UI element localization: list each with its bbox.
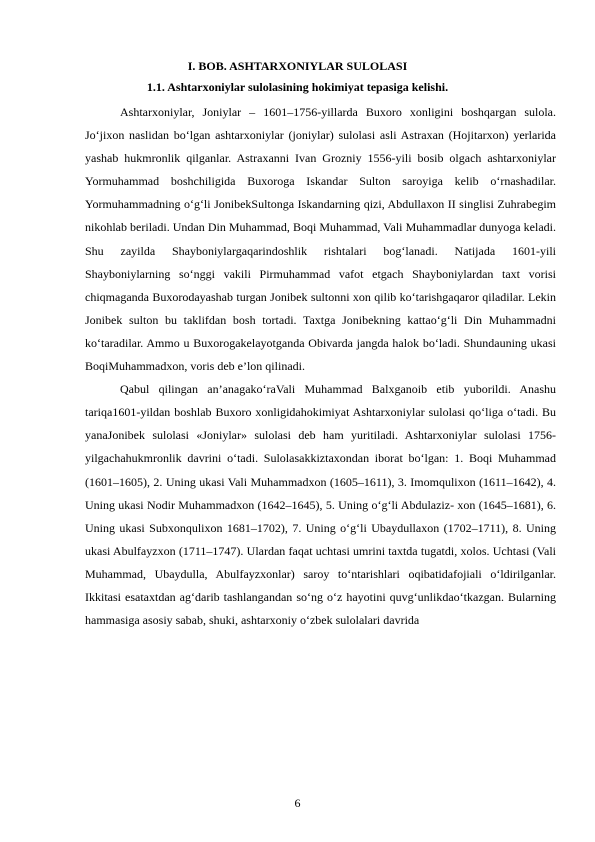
page-number: 6 [294,796,301,810]
chapter-title: I. BOB. ASHTARXONIYLAR SULOLASI [187,59,408,73]
paragraph-1: Ashtarxoniylar, Joniylar – 1601–1756-yillarda Buxoro xonligini boshqargan sulola. Jo‘jixon naslidan bo‘lgan ashtarxoniylar (joniylar) sulolasi asli Astraxan (Hojitarxon) yerlarida yashab hukmronlik qilganlar. Astraxanni Ivan Grozniy 1556-yili bosib olgach ashtarxoniylar Yormuhammad boshchiligida Buxoroga Iskandar Sulton saroyiga kelib o‘rnashadilar. Yormuhammadning o‘g‘li JonibekSultonga Iskandarning qizi, Abdullaxon II singlisi Zuhrabegim nikohlab beriladi. Undan Din Muhammad, Boqi Muhammad, Vali Muhammadlar dunyoga keladi. Shu zayilda Shayboniylargaqarindoshlik rishtalari bog‘lanadi. Natijada 1601-yili Shayboniylarning so‘nggi vakili Pirmuhammad vafot etgach Shayboniylardan taxt vorisi chiqmaganda Buxorodayashab turgan Jonibek sultonni xon qilib ko‘tarishgaqaror qiladilar. Lekin Jonibek sulton bu taklifdan bosh tortadi. Taxtga Jonibekning kattao‘g‘li Din Muhammadni ko‘taradilar. Ammo u Buxorogakelayotganda Obivarda jangda halok bo‘ladi. Shundauning ukasi BoqiMuhammadxon, voris deb e’lon qilinadi. [85,105,556,374]
section-title: 1.1. Ashtarxoniylar sulolasining hokimiyat tepasiga kelishi. [146,80,449,94]
paragraph-2: Qabul qilingan an’anagako‘raVali Muhammad Balxganoib etib yuborildi. Anashu tariqa1601-yildan boshlab Buxoro xonligidahokimiyat Ashtarxoniylar sulolasi qo‘liga o‘tadi. Bu yanaJonibek sulolasi «Joniylar» sulolasi deb ham yuritiladi. Ashtarxoniylar sulolasi 1756-yilgachahukmronlik davrini o‘tadi. Sulolasakkiztaxondan iborat bo‘lgan: 1. Boqi Muhammad (1601–1605), 2. Uning ukasi Vali Muhammadxon (1605–1611), 3. Imomqulixon (1611–1642), 4. Uning ukasi Nodir Muhammadxon (1642–1645), 5. Uning o‘g‘li Abdulaziz- xon (1645–1681), 6. Uning ukasi Subxonqulixon 1681–1702), 7. Uning o‘g‘li Ubaydullaxon (1702–1711), 8. Uning ukasi Abulfayzxon (1711–1747). Ulardan faqat uchtasi umrini taxtda tugatdi, xolos. Uchtasi (Vali Muhammad, Ubaydulla, Abulfayzxonlar) saroy to‘ntarishlari oqibatidafojiali o‘ldirilganlar. Ikkitasi esataxtdan ag‘darib tashlangandan so‘ng o‘z hayotini quvg‘unlikdao‘tkazgan. Bularning hammasiga asosiy sabab, shuki, ashtarxoniy o‘zbek sulolalari davrida [85,382,556,628]
body-text [85,101,556,632]
